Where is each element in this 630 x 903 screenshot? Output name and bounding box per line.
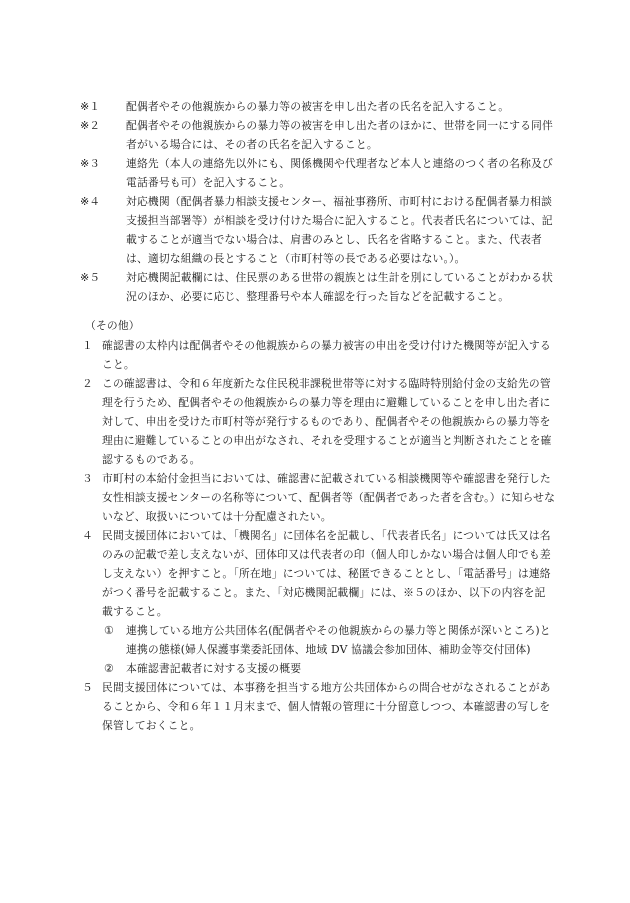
item-number: ４ xyxy=(82,529,93,542)
notes-list xyxy=(80,97,556,306)
note-item xyxy=(80,97,556,116)
item-number: ２ xyxy=(82,377,93,390)
item-text: 民間支援団体においては、「機関名」に団体名を記載し、「代表者氏名」については氏又は名のみの記載で差し支えないが、団体印又は代表者の印（個人印しかない場合は個人印でも差し支えない）を押すこと。「所在地」については、秘匿できることとし、「電話番号」は連絡がつく番号を記載すること。また、「対応機関記載欄」には、※５のほか、以下の内容を記載すること。 xyxy=(102,529,551,618)
other-item xyxy=(82,526,556,621)
other-item xyxy=(82,469,556,526)
note-text: 対応機関記載欄には、住民票のある世帯の親族とは生計を別にしていることがわかる状況のほか、必要に応じ、整理番号や本人確認を行った旨などを記載すること。 xyxy=(126,271,553,303)
note-item xyxy=(80,192,556,268)
item-text: この確認書は、令和６年度新たな住民税非課税世帯等に対する臨時特別給付金の支給先の管理を行うため、配偶者やその他親族からの暴力等を理由に避難していることを申し出た者に対して、申出を受けた市町村等が発行するものであり、配偶者やその他親族からの暴力等を理由に避難していることの申出がなされ、それを受理することが適当と判断されたことを確認するものである。 xyxy=(102,377,552,466)
note-number: ※４ xyxy=(80,195,101,208)
other-item xyxy=(82,678,556,735)
sub-item-text: 連携している地方公共団体名(配偶者やその他親族からの暴力等と関係が深いところ)と連携の態様(婦人保護事業委託団体、地域 DV 協議会参加団体、補助金等交付団体) xyxy=(126,624,551,656)
note-number: ※２ xyxy=(80,119,101,132)
note-number: ※５ xyxy=(80,271,101,284)
other-items-list xyxy=(82,336,556,735)
sub-item-number: ② xyxy=(104,662,114,675)
note-number: ※３ xyxy=(80,157,101,170)
other-item xyxy=(82,336,556,374)
other-item xyxy=(82,374,556,469)
document-content xyxy=(80,97,556,735)
item-number: １ xyxy=(82,339,93,352)
sub-item-text: 本確認書記載者に対する支援の概要 xyxy=(126,662,302,675)
item-text: 民間支援団体については、本事務を担当する地方公共団体からの問合せがなされることがあることから、令和６年１１月末まで、個人情報の管理に十分留意しつつ、本確認書の写しを保管しておくこと。 xyxy=(102,681,551,732)
note-text: 配偶者やその他親族からの暴力等の被害を申し出た者の氏名を記入すること。 xyxy=(126,100,510,113)
note-text: 対応機関（配偶者暴力相談支援センター、福祉事務所、市町村における配偶者暴力相談支援担当部署等）が相談を受け付けた場合に記入すること。代表者氏名については、記載することが適当でない場合は、肩書のみとし、氏名を省略すること。また、代表者は、適切な組織の長とすること（市町村等の長である必要はない。）。 xyxy=(126,195,553,265)
note-item xyxy=(80,116,556,154)
note-text: 配偶者やその他親族からの暴力等の被害を申し出た者のほかに、世帯を同一にする同伴者がいる場合には、その者の氏名を記入すること。 xyxy=(126,119,553,151)
item-number: ３ xyxy=(82,472,93,485)
note-item xyxy=(80,268,556,306)
other-section-title: （その他） xyxy=(85,319,140,332)
note-item xyxy=(80,154,556,192)
sub-item xyxy=(86,659,556,678)
sub-item xyxy=(86,621,556,659)
sub-item-number: ① xyxy=(104,624,114,637)
item-number: ５ xyxy=(82,681,93,694)
note-text: 連絡先（本人の連絡先以外にも、関係機関や代理者など本人と連絡のつく者の名称及び電話番号も可）を記入すること。 xyxy=(126,157,553,189)
note-number: ※１ xyxy=(80,100,101,113)
item-text: 確認書の太枠内は配偶者やその他親族からの暴力被害の申出を受け付けた機関等が記入すること。 xyxy=(102,339,551,371)
item-text: 市町村の本給付金担当においては、確認書に記載されている相談機関等や確認書を発行した女性相談支援センターの名称等について、配偶者等（配偶者であった者を含む。）に知らせないなど、取扱いについては十分配慮されたい。 xyxy=(102,472,556,523)
